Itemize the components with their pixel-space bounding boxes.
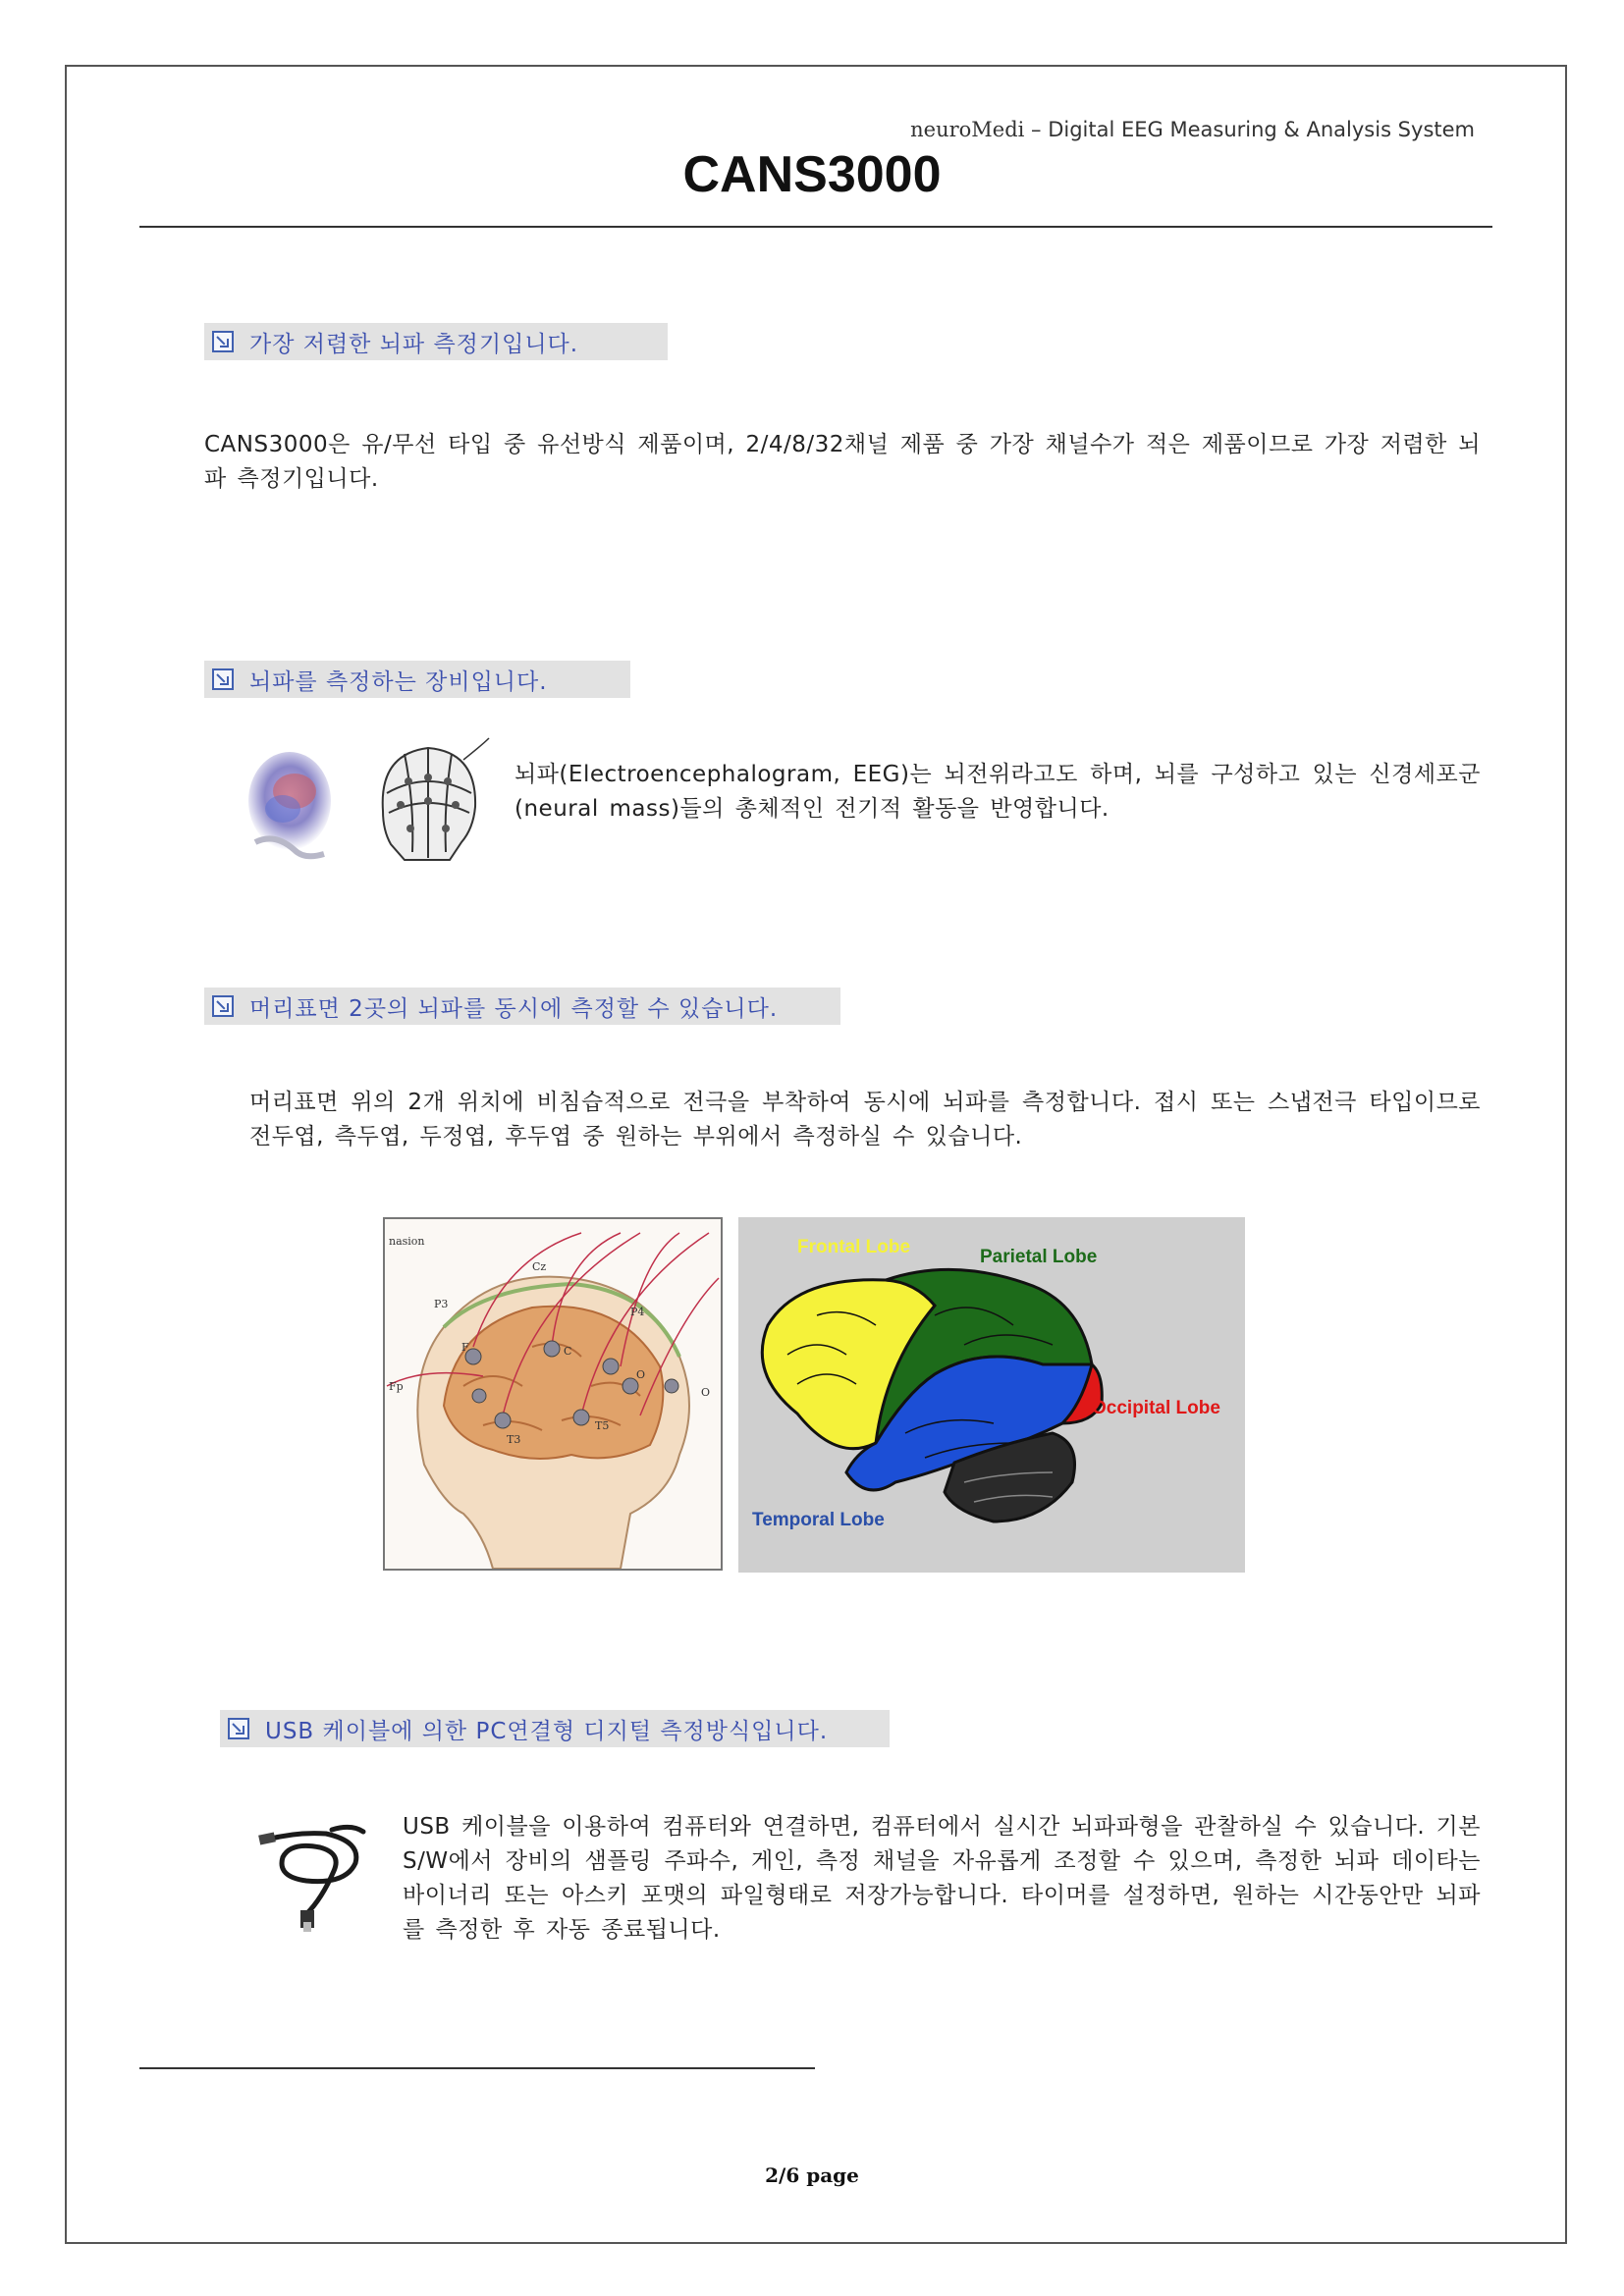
- section-body-device: 뇌파(Electroencephalogram, EEG)는 뇌전위라고도 하며, 뇌를 구성하고 있는 신경세포군(neural mass)들의 총체적인 전기적 활동을 반영합니다.: [514, 762, 1481, 822]
- page-number: 2/6 page: [765, 2163, 859, 2187]
- electrode-label: T5: [595, 1419, 610, 1432]
- section-heading-label: USB 케이블에 의한 PC연결형 디지털 측정방식입니다.: [265, 1718, 829, 1744]
- section-heading-two-sites: [204, 988, 840, 1025]
- section-heading-label: 가장 저렴한 뇌파 측정기입니다.: [249, 331, 579, 357]
- section-body-two-sites: 머리표면 위의 2개 위치에 비침습적으로 전극을 부착하여 동시에 뇌파를 측정합니다. 접시 또는 스냅전극 타입이므로 전두엽, 측두엽, 두정엽, 후두엽 중 원하는 부위에서 측정하실 수 있습니다.: [249, 1090, 1481, 1149]
- electrode-label: T3: [507, 1433, 521, 1446]
- frontal-lobe-label: Frontal Lobe: [797, 1237, 911, 1257]
- electrode-placement-diagram: [383, 1217, 723, 1571]
- usb-cable-image: [257, 1812, 373, 1934]
- section-heading-cheapest: [204, 323, 668, 360]
- section-heading-label: 머리표면 2곳의 뇌파를 동시에 측정할 수 있습니다.: [249, 995, 779, 1022]
- subtitle-text: – Digital EEG Measuring & Analysis System: [1024, 118, 1475, 141]
- section-heading-usb: [220, 1710, 890, 1747]
- section-body-cheapest: CANS3000은 유/무선 타입 중 유선방식 제품이며, 2/4/8/32채널 제품 중 가장 채널수가 적은 제품이므로 가장 저렴한 뇌파 측정기입니다.: [204, 432, 1481, 492]
- arrow-box-icon: [228, 1718, 249, 1739]
- occipital-lobe-label: Occipital Lobe: [1092, 1398, 1220, 1418]
- electrode-label: C: [564, 1345, 572, 1358]
- electrode-label: Cz: [532, 1260, 547, 1273]
- electrode-label: nasion: [389, 1235, 425, 1248]
- electrode-cap-image: [365, 734, 491, 868]
- header-subtitle: [910, 118, 1475, 141]
- arrow-box-icon: [212, 668, 234, 690]
- electrode-label: Fp: [389, 1380, 404, 1393]
- parietal-lobe-label: Parietal Lobe: [980, 1247, 1098, 1267]
- electrode-label: P4: [630, 1306, 645, 1318]
- section-heading-device: [204, 661, 630, 698]
- arrow-box-icon: [212, 331, 234, 352]
- footer-rule: [139, 2067, 815, 2069]
- electrode-label: O: [701, 1386, 711, 1399]
- brain-lobes-diagram: [738, 1217, 1245, 1573]
- header-rule: [139, 226, 1492, 228]
- electrode-label: F: [461, 1341, 469, 1354]
- arrow-box-icon: [212, 995, 234, 1017]
- document-title: CANS3000: [682, 146, 942, 203]
- section-body-usb: USB 케이블을 이용하여 컴퓨터와 연결하면, 컴퓨터에서 실시간 뇌파파형을 관찰하실 수 있습니다. 기본 S/W에서 장비의 샘플링 주파수, 게인, 측정 채널을 자유롭게 조정할 수 있으며, 측정한 뇌파 데이타는 바이너리 또는 아스키 포맷의 파일형태로 저장가능합니다. 타이머를 설정하면, 원하는 시간동안만 뇌파를 측정한 후 자동 종료됩니다.: [403, 1814, 1481, 1943]
- temporal-lobe-label: Temporal Lobe: [752, 1510, 885, 1530]
- brand-name: neuroMedi: [910, 118, 1025, 141]
- electrode-label: P3: [434, 1298, 449, 1310]
- head-scan-image: [236, 744, 338, 866]
- electrode-label: O: [636, 1368, 646, 1381]
- section-heading-label: 뇌파를 측정하는 장비입니다.: [249, 668, 548, 695]
